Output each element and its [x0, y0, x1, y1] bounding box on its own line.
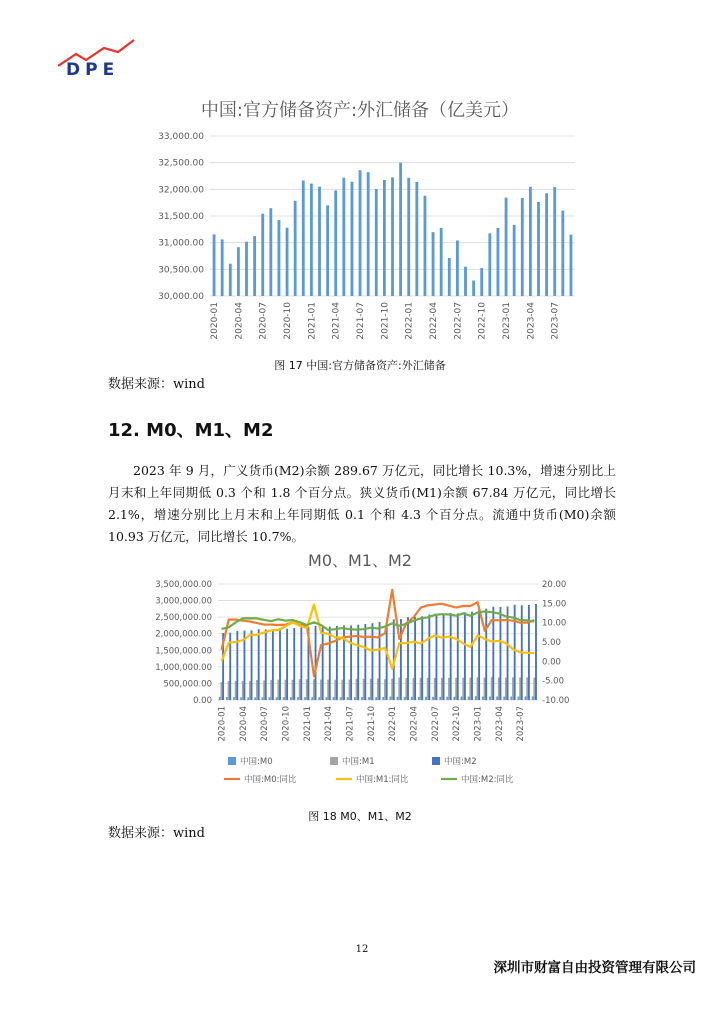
chart2-bar-m1 [349, 680, 351, 700]
chart2-bar-m0 [269, 697, 271, 700]
chart1-y-tick-label: 30,000.00 [158, 292, 204, 302]
chart2-x-tick-label: 2020-04 [238, 706, 249, 742]
chart2-bar-m1 [427, 678, 429, 700]
chart2-bar-m1 [277, 680, 279, 700]
chart2-bar-m1 [341, 680, 343, 700]
chart2-x-tick-label: 2021-10 [366, 706, 377, 742]
chart1-bar [480, 268, 483, 296]
chart2-right-tick-label: 0.00 [542, 657, 561, 668]
chart2-bar-m1 [441, 678, 443, 700]
chart2-legend-label: 中国:M0:同比 [244, 775, 297, 785]
chart2-bar-m0 [318, 697, 320, 700]
chart2-bar-m2 [329, 627, 331, 700]
chart2-bar-m0 [496, 696, 498, 700]
chart1-source: 数据来源：wind [108, 377, 205, 392]
chart2-bar-m1 [256, 680, 258, 700]
chart2-bar-m0 [432, 697, 434, 700]
chart2-bar-m2 [372, 623, 374, 700]
chart2-bar-m1 [469, 678, 471, 700]
chart2-bar-m0 [439, 697, 441, 700]
chart2-bar-m1 [484, 678, 486, 700]
chart2-bar-m0 [254, 697, 256, 700]
chart2-x-tick-label: 2020-10 [281, 706, 292, 742]
chart1-bar [245, 242, 248, 296]
chart2-bar-m0 [276, 697, 278, 700]
chart2-bar-m2 [293, 628, 295, 700]
chart1-x-tick-label: 2021-04 [331, 302, 342, 340]
chart1-bar [334, 190, 337, 296]
chart1-bar [229, 264, 232, 296]
chart2-x-tick-label: 2020-07 [260, 706, 271, 742]
chart2-bar-m0 [454, 697, 456, 700]
chart2-left-tick-label: 2,500,000.00 [155, 613, 212, 624]
chart2-right-tick-label: -5.00 [542, 676, 564, 687]
chart1-x-tick-label: 2022-01 [404, 302, 415, 340]
chart2-bar-m1 [391, 679, 393, 700]
chart2-bar-m2 [386, 623, 388, 700]
chart2-x-tick-label: 2023-07 [516, 706, 527, 742]
chart1-x-tick-label: 2021-10 [380, 302, 391, 340]
chart1-x-tick-label: 2020-07 [258, 302, 269, 340]
chart2-bar-m1 [313, 679, 315, 700]
chart1-bar [237, 247, 240, 296]
chart2-bar-m1 [533, 678, 535, 700]
chart2-bar-m2 [300, 628, 302, 700]
chart2-legend-label: 中国:M0 [240, 757, 273, 767]
chart2-legend-swatch [432, 757, 440, 765]
chart1-bar [253, 236, 256, 296]
chart1-bar [448, 258, 451, 296]
chart2-bar-m0 [404, 697, 406, 700]
chart1-bar [497, 228, 500, 296]
chart2-bar-m2 [535, 604, 537, 700]
chart1-bar [399, 163, 402, 296]
chart2-bar-m1 [320, 680, 322, 700]
chart2-bar-m0 [297, 697, 299, 700]
chart2-bar-m0 [304, 697, 306, 700]
chart2-bar-m2 [414, 617, 416, 700]
chart2-bar-m1 [491, 677, 493, 700]
chart2-bar-m2 [400, 619, 402, 700]
chart1-bar [342, 178, 345, 296]
chart2-bar-m0 [425, 697, 427, 700]
chart2-bar-m1 [413, 678, 415, 700]
chart2-bar-m0 [219, 697, 221, 700]
chart1-forex-reserves [120, 124, 590, 349]
section-heading: 12. M0、M1、M2 [108, 420, 274, 441]
chart2-bar-m1 [505, 678, 507, 700]
chart1-bar [472, 281, 475, 296]
chart1-x-tick-label: 2022-10 [477, 302, 488, 340]
chart2-bar-m1 [370, 679, 372, 700]
chart1-x-tick-label: 2020-01 [210, 302, 221, 340]
chart2-bar-m1 [384, 679, 386, 700]
chart1-x-tick-label: 2021-01 [307, 302, 318, 340]
logo-text: DPE [66, 60, 120, 80]
chart2-bar-m1 [292, 680, 294, 700]
chart2-bar-m0 [382, 697, 384, 700]
chart2-bar-m2 [471, 612, 473, 700]
chart2-bar-m1 [477, 677, 479, 700]
chart2-x-tick-label: 2023-01 [473, 706, 484, 742]
chart2-x-tick-label: 2022-07 [430, 706, 441, 742]
chart1-bar [302, 181, 305, 296]
chart1-bar [513, 225, 516, 296]
chart2-bar-m2 [322, 627, 324, 700]
chart1-bar [505, 198, 508, 296]
chart2-bar-m2 [286, 629, 288, 700]
chart1-caption: 图 17 中国:官方储备资产:外汇储备 [274, 359, 446, 372]
chart2-x-tick-label: 2021-04 [324, 706, 335, 742]
chart2-bar-m2 [244, 631, 246, 700]
chart2-x-tick-label: 2022-01 [388, 706, 399, 742]
chart2-legend-label: 中国:M1 [342, 757, 375, 767]
chart2-bar-m0 [503, 697, 505, 700]
chart2-right-tick-label: 20.00 [542, 580, 567, 590]
chart2-bar-m1 [462, 678, 464, 700]
chart2-legend-label: 中国:M2:同比 [461, 775, 514, 785]
chart2-left-tick-label: 2,000,000.00 [155, 629, 212, 640]
chart1-bar [294, 201, 297, 296]
chart2-bar-m0 [532, 696, 534, 700]
chart2-bar-m0 [468, 697, 470, 700]
chart2-bar-m1 [356, 679, 358, 700]
chart2-right-tick-label: -10.00 [542, 696, 570, 706]
chart2-x-tick-label: 2022-10 [452, 706, 463, 742]
chart2-bar-m0 [418, 697, 420, 700]
chart1-bar [269, 208, 272, 296]
chart2-bar-m1 [327, 680, 329, 700]
chart2-bar-m0 [262, 697, 264, 700]
chart1-y-tick-label: 32,500.00 [158, 158, 204, 169]
chart1-bar [537, 202, 540, 296]
chart1-x-tick-label: 2020-04 [234, 302, 245, 340]
chart2-bar-m2 [258, 629, 260, 700]
chart2-bar-m0 [347, 697, 349, 700]
chart2-bar-m1 [249, 681, 251, 700]
chart2-legend-swatch [228, 757, 236, 765]
chart1-bar [351, 182, 354, 296]
chart1-bar [261, 214, 264, 296]
chart1-bar [359, 170, 362, 296]
chart2-bar-m2 [379, 622, 381, 700]
chart1-bar [529, 187, 532, 296]
chart1-y-tick-label: 30,500.00 [158, 265, 204, 276]
chart2-bar-m0 [340, 697, 342, 700]
chart2-source: 数据来源：wind [108, 826, 205, 841]
chart1-bar [391, 177, 394, 296]
chart2-bar-m1 [405, 678, 407, 700]
chart1-bar [383, 180, 386, 296]
chart1-bar [213, 234, 216, 296]
chart2-bar-m0 [226, 697, 228, 700]
chart1-bar [407, 178, 410, 296]
chart2-bar-m0 [368, 697, 370, 700]
company-name: 深圳市财富自由投资管理有限公司 [493, 960, 696, 976]
chart2-bar-m1 [285, 680, 287, 700]
chart1-bar [553, 187, 556, 296]
chart2-bar-m0 [326, 697, 328, 700]
chart1-y-tick-label: 31,500.00 [158, 212, 204, 222]
chart1-x-tick-label: 2020-10 [283, 302, 294, 340]
chart2-bar-m2 [428, 614, 430, 700]
chart2-bar-m1 [306, 679, 308, 700]
chart2-left-tick-label: 1,500,000.00 [155, 646, 212, 657]
chart2-bar-m0 [518, 696, 520, 700]
chart2-bar-m1 [519, 677, 521, 700]
chart2-bar-m1 [270, 680, 272, 700]
chart2-bar-m1 [455, 678, 457, 700]
chart2-bar-m2 [443, 614, 445, 700]
chart1-bar [375, 189, 378, 296]
chart2-bar-m0 [475, 696, 477, 700]
page-number: 12 [355, 944, 369, 955]
chart1-bar [545, 193, 548, 296]
chart2-bar-m2 [485, 609, 487, 700]
chart2-bar-m1 [228, 681, 230, 700]
chart1-x-tick-label: 2021-07 [356, 302, 367, 340]
chart1-bar [488, 233, 491, 296]
chart2-bar-m0 [525, 696, 527, 700]
chart1-bar [561, 211, 564, 296]
chart2-bar-m0 [375, 697, 377, 700]
chart2-bar-m2 [464, 612, 466, 700]
chart2-bar-m0 [354, 697, 356, 700]
chart2-bar-m2 [457, 613, 459, 700]
chart1-bar [318, 187, 321, 296]
chart2-x-tick-label: 2021-07 [345, 706, 356, 742]
chart2-bar-m2 [251, 630, 253, 700]
chart2-bar-m1 [498, 677, 500, 700]
chart2-bar-m2 [450, 613, 452, 700]
chart2-bar-m0 [489, 696, 491, 700]
chart2-right-tick-label: 15.00 [542, 599, 567, 610]
chart2-bar-m1 [363, 679, 365, 700]
chart2-bar-m2 [279, 628, 281, 700]
chart2-legend-label: 中国:M2 [444, 757, 477, 767]
chart2-bar-m2 [436, 615, 438, 700]
chart1-y-tick-label: 33,000.00 [158, 132, 204, 142]
chart2-left-tick-label: 0.00 [193, 696, 212, 706]
chart1-bar [432, 232, 435, 296]
chart2-bar-m0 [461, 697, 463, 700]
chart2-bar-m1 [334, 680, 336, 700]
section-paragraph: 2023 年 9 月，广义货币(M2)余额 289.67 万亿元，同比增长 10.3%，增速分别比上月末和上年同期低 0.3 个和 1.8 个百分点。狭义货币(M1)余额 67.84 万亿元，同比增长 2.1%，增速分别比上月末和上年同期低 0.1 个和 4.3 个百分点。流通中货币(M0)余额 10.93 万亿元，同比增长 10.7%。 [108, 463, 616, 544]
chart2-left-tick-label: 3,500,000.00 [155, 580, 212, 590]
chart1-x-tick-label: 2023-07 [550, 302, 561, 340]
chart2-bar-m0 [283, 697, 285, 700]
chart2-bar-m0 [290, 697, 292, 700]
chart1-bar [326, 205, 329, 296]
chart1-bar [440, 228, 443, 296]
chart2-bar-m2 [265, 629, 267, 700]
chart2-right-tick-label: 5.00 [542, 638, 561, 648]
chart2-right-tick-label: 10.00 [542, 618, 567, 629]
chart2-bar-m2 [272, 629, 274, 700]
chart2-bar-m1 [235, 681, 237, 700]
chart2-bar-m0 [397, 697, 399, 700]
chart2-bar-m0 [247, 697, 249, 700]
chart1-y-tick-label: 32,000.00 [158, 185, 204, 196]
chart2-bar-m1 [434, 678, 436, 700]
chart1-bar [310, 184, 313, 296]
chart1-bar [464, 267, 467, 296]
chart1-bar [286, 228, 289, 296]
chart1-y-tick-label: 31,000.00 [158, 238, 204, 249]
chart2-bar-m0 [411, 697, 413, 700]
chart2-caption: 图 18 M0、M1、M2 [308, 810, 412, 823]
chart2-bar-m0 [361, 697, 363, 700]
chart2-bar-m2 [364, 624, 366, 700]
chart2-left-tick-label: 3,000,000.00 [155, 596, 212, 607]
chart2-bar-m0 [446, 697, 448, 700]
chart2-x-tick-label: 2021-01 [302, 706, 313, 742]
chart1-bar [278, 220, 281, 296]
chart1-bar [221, 239, 224, 296]
chart2-bar-m1 [420, 678, 422, 700]
chart2-bar-m1 [526, 677, 528, 700]
chart2-bar-m1 [398, 678, 400, 700]
chart2-m0-m1-m2 [110, 572, 610, 800]
chart2-bar-m1 [263, 680, 265, 700]
chart2-bar-m0 [311, 697, 313, 700]
chart2-bar-m1 [448, 678, 450, 700]
chart2-bar-m2 [407, 617, 409, 700]
chart1-x-tick-label: 2023-04 [526, 302, 537, 340]
chart1-title: 中国:官方储备资产:外汇储备（亿美元） [200, 100, 520, 121]
chart2-x-tick-label: 2023-04 [494, 706, 505, 742]
chart1-bar [521, 198, 524, 296]
chart1-bar [570, 235, 573, 296]
chart1-bar [367, 172, 370, 296]
chart2-title: M0、M1、M2 [308, 551, 412, 570]
chart2-bar-m0 [390, 696, 392, 700]
chart2-legend-label: 中国:M1:同比 [356, 775, 409, 785]
chart2-bar-m0 [510, 697, 512, 700]
chart2-bar-m0 [482, 697, 484, 700]
chart2-bar-m0 [240, 697, 242, 700]
chart2-bar-m1 [221, 682, 223, 700]
chart2-bar-m1 [512, 677, 514, 700]
chart2-legend-swatch [330, 757, 338, 765]
chart1-bar [424, 196, 427, 296]
chart2-bar-m1 [377, 679, 379, 700]
chart2-bar-m2 [478, 609, 480, 700]
chart1-x-tick-label: 2022-07 [453, 302, 464, 340]
chart2-bar-m0 [233, 697, 235, 700]
chart1-x-tick-label: 2023-01 [502, 302, 513, 340]
chart1-bar [415, 182, 418, 296]
chart2-bar-m1 [299, 679, 301, 700]
chart2-bar-m0 [333, 697, 335, 700]
chart2-line-m0-yoy [222, 590, 535, 677]
chart1-bar [456, 240, 459, 296]
chart2-left-tick-label: 500,000.00 [163, 679, 212, 690]
chart2-bar-m2 [421, 616, 423, 700]
chart2-bar-m1 [242, 681, 244, 700]
chart2-x-tick-label: 2020-01 [217, 706, 228, 742]
chart2-left-tick-label: 1,000,000.00 [155, 662, 212, 673]
chart2-x-tick-label: 2022-04 [409, 706, 420, 742]
chart1-x-tick-label: 2022-04 [429, 302, 440, 340]
